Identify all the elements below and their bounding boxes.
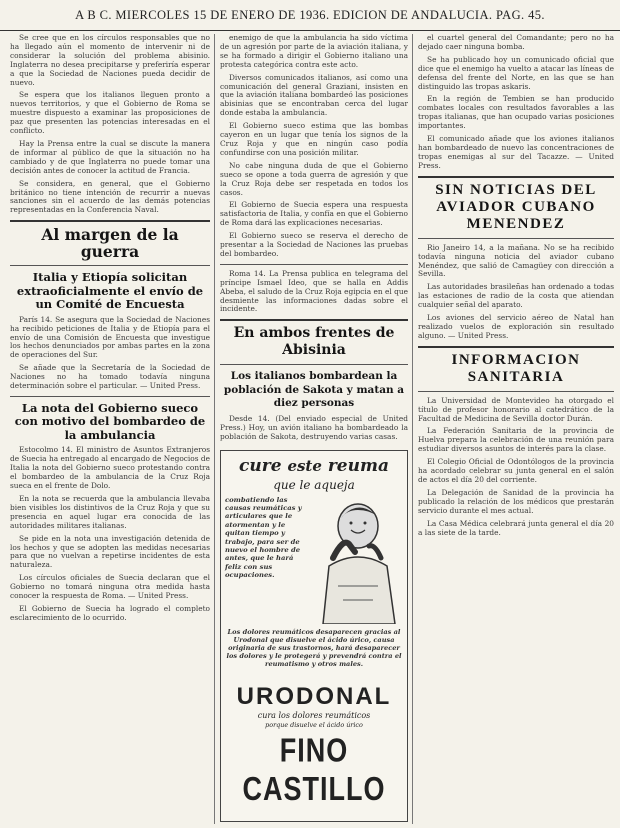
article-paragraph: En la nota se recuerda que la ambulancia llevaba bien visibles los distintivos de la Cruz Roja y que su presencia en aquel lugar era conocida de las autoridades militares italianas.	[10, 494, 210, 530]
article-paragraph: Las autoridades brasileñas han ordenado a todas las estaciones de radio de la costa que atiendan cualquier señal del aparato.	[418, 282, 614, 310]
article-headline: Los italianos bombardean la población de Sakota y matan a diez personas	[223, 370, 405, 410]
column-3	[418, 34, 614, 824]
divider	[418, 176, 614, 178]
article-paragraph: En la región de Tembien se han producido combates locales con resultados favorables a las tropas italianas, que han ocupado varias posiciones importantes.	[418, 94, 614, 131]
divider	[220, 264, 408, 265]
divider	[418, 391, 614, 392]
article-headline: Italia y Etiopía solicitan extraoficialmente el envío de un Comité de Encuesta	[16, 270, 204, 312]
divider	[418, 346, 614, 348]
article-paragraph: Se cree que en los círculos responsables que no ha llegado aún el momento de intervenir ni de considerar la solución del problema abisinio. Inglaterra no desea precipitarse y preferiría esperar a que la Sociedad de Naciones pueda decidir de nuevo.	[10, 34, 210, 87]
article-paragraph: el cuartel general del Comandante; pero no ha dejado caer ninguna bomba.	[418, 34, 614, 51]
ad-subline: que le aqueja	[273, 477, 355, 492]
ad-headline-word: este	[287, 456, 322, 475]
ad-headline-word: reuma	[327, 455, 389, 476]
column-rule	[412, 34, 413, 824]
article-paragraph: Se añade que la Secretaría de la Sociedad de Naciones no ha tomado todavía ninguna determinación sobre el particular. — United Press.	[10, 363, 210, 391]
ad-tagline-sub: porque disuelve el ácido úrico	[265, 720, 363, 729]
divider	[10, 265, 210, 266]
article-paragraph: La Federación Sanitaria de la provincia de Huelva prepara la celebración de una reunión para estudiar diversos asuntos de interés para la clase.	[418, 426, 614, 454]
article-paragraph: El Gobierno de Suecia espera una respuesta satisfactoria de Italia, y confía en que el Gobierno de Roma dará las explicaciones necesarias.	[220, 200, 408, 228]
ad-brand: URODONAL	[236, 682, 392, 710]
column-2	[220, 34, 408, 824]
article-paragraph: Rio Janeiro 14, a la mañana. No se ha recibido todavía ninguna noticia del aviador cubano Menéndez, que salió de Camagüey con dirección a Sevilla.	[418, 242, 614, 279]
fino-castillo-ad: FINO CASTILLO	[242, 730, 386, 808]
divider	[10, 396, 210, 397]
section-heading: En ambos frentes de Abisinia	[233, 325, 395, 359]
article-paragraph: enemigo de que la ambulancia ha sido víctima de un agresión por parte de la aviación italiana, y se ha formado a dirigir el Gobierno italiano una protesta categórica contra este acto.	[220, 34, 408, 69]
article-paragraph: La Casa Médica celebrará junta general el día 20 a las siete de la tarde.	[418, 518, 614, 537]
ad-copy: Los dolores reumáticos desaparecen gracias al Urodonal que disuelve el ácido úrico, causa originaria de sus trastornos, hará desaparecer los dolores y le protegerá y prevendrá contra el reumatismo y otros males.	[226, 627, 402, 669]
article-paragraph: Se espera que los italianos lleguen pronto a nuevos territorios, y que el Gobierno de Roma se muestre dispuesto a examinar las proposiciones de paz que presenten las potencias interesadas en el conflicto.	[10, 90, 210, 136]
article-paragraph: La Universidad de Montevideo ha otorgado el título de profesor honorario al catedrático de la Facultad de Medicina de Sevilla doctor Durán.	[418, 395, 614, 423]
urodonal-advertisement	[220, 450, 408, 822]
ad-body	[225, 496, 403, 624]
article-paragraph: Roma 14. La Prensa publica en telegrama del príncipe Ismael Ideo, que se halla en Addis Abeba, el saludo de la Cruz Roja egipcia en el que desmiente las informaciones dadas sobre el incidente.	[220, 268, 408, 314]
article-paragraph: Hay la Prensa entre la cual se discute la manera de informar al público de que la situación no ha cambiado y de que Inglaterra no puede tomar una decisión antes de conocer la actitud de Francia.	[10, 138, 210, 175]
divider	[418, 238, 614, 239]
section-heading: INFORMACION SANITARIA	[451, 351, 581, 385]
article-paragraph: El Gobierno sueco estima que las bombas cayeron en un lugar que tenía los signos de la Cruz Roja y que en ningún caso podía confundirse con una posición militar.	[220, 121, 408, 157]
article-paragraph: El Gobierno de Suecia ha logrado el completo esclarecimiento de lo ocurrido.	[10, 603, 210, 622]
article-paragraph: No cabe ninguna duda de que el Gobierno sueco se opone a toda guerra de agresión y que la Cruz Roja debe ser respetada en todos los casos.	[220, 160, 408, 197]
divider	[220, 364, 408, 365]
ad-tagline: cura los dolores reumáticos	[257, 710, 371, 720]
article-paragraph: Estocolmo 14. El ministro de Asuntos Extranjeros de Suecia ha entregado al encargado de Negocios de Italia la nota del Gobierno sueco protestando contra el bombardeo de la ambulancia de la Cruz Roja sueca en el frente de Dolo.	[10, 445, 210, 491]
article-paragraph: Se ha publicado hoy un comunicado oficial que dice que el enemigo ha vuelto a atacar las líneas de defensa del frente del Norte, en las que se han distinguido las tropas askaris.	[418, 54, 614, 91]
article-paragraph: Desde 14. (Del enviado especial de United Press.) Hoy, un avión italiano ha bombardeado la población de Sakota, destruyendo varias casas.	[220, 413, 408, 441]
ad-headline	[225, 456, 403, 476]
column-1	[10, 34, 210, 824]
divider	[220, 319, 408, 321]
article-paragraph: El comunicado añade que los aviones italianos han bombardeado de nuevo las concentraciones de tropas enemigas al sur del Tacazze. — United Press.	[418, 134, 614, 170]
article-paragraph: El Gobierno sueco se reserva el derecho de presentar a la Sociedad de Naciones las pruebas del bombardeo.	[220, 231, 408, 258]
section-heading: SIN NOTICIAS DEL AVIADOR CUBANO MENENDEZ	[435, 181, 597, 232]
article-paragraph: Diversos comunicados italianos, así como una comunicación del general Graziani, insisten en que la aviación italiana bombardeó las posiciones abisinias que se encontraban cerca del lugar donde estaba la ambulancia.	[220, 72, 408, 118]
divider	[10, 220, 210, 222]
article-paragraph: Los círculos oficiales de Suecia declaran que el Gobierno no tomará ninguna otra medida hasta conocer la respuesta de Roma. — United Press.	[10, 573, 210, 601]
ad-body-text: combatiendo las causas reumáticas y articulares que le atormentan y le quitan tiempo y trabajo, para ser de nuevo el hombre de antes, que le hará feliz con sus ocupaciones.	[225, 495, 302, 580]
article-paragraph: París 14. Se asegura que la Sociedad de Naciones ha recibido peticiones de Italia y de Etiopía para el envío de una Comisión de Encuesta que investigue los hechos denunciados por ambas partes en la zona de operaciones del Sur.	[10, 314, 210, 360]
page-header	[0, 0, 620, 31]
column-rule	[214, 34, 215, 824]
section-heading: Al margen de la guerra	[41, 225, 179, 262]
ad-illustration	[303, 496, 403, 624]
article-paragraph: El Colegio Oficial de Odontólogos de la provincia ha acordado celebrar su junta general en el salón de actos el día 20 del corriente.	[418, 457, 614, 484]
article-paragraph: Se pide en la nota una investigación detenida de los hechos y que se adopten las medidas necesarias para que no vuelvan a repetirse incidentes de esta naturaleza.	[10, 533, 210, 570]
article-paragraph: Se considera, en general, que el Gobierno británico no tiene intención de recurrir a nuevas sanciones sin el acuerdo de las demás potencias representadas en la Conferencia Naval.	[10, 178, 210, 215]
ad-headline-word: cure	[239, 455, 282, 476]
article-paragraph: Los aviones del servicio aéreo de Natal han realizado vuelos de exploración sin resultado alguno. — United Press.	[418, 313, 614, 340]
article-paragraph: La Delegación de Sanidad de la provincia ha publicado la relación de los médicos que prestarán servicio durante el mes actual.	[418, 487, 614, 515]
article-headline: La nota del Gobierno sueco con motivo del bombardeo de la ambulancia	[14, 400, 206, 442]
header-text: A B C. MIERCOLES 15 DE ENERO DE 1936. EDICION DE ANDALUCIA. PAG. 45.	[75, 7, 545, 22]
